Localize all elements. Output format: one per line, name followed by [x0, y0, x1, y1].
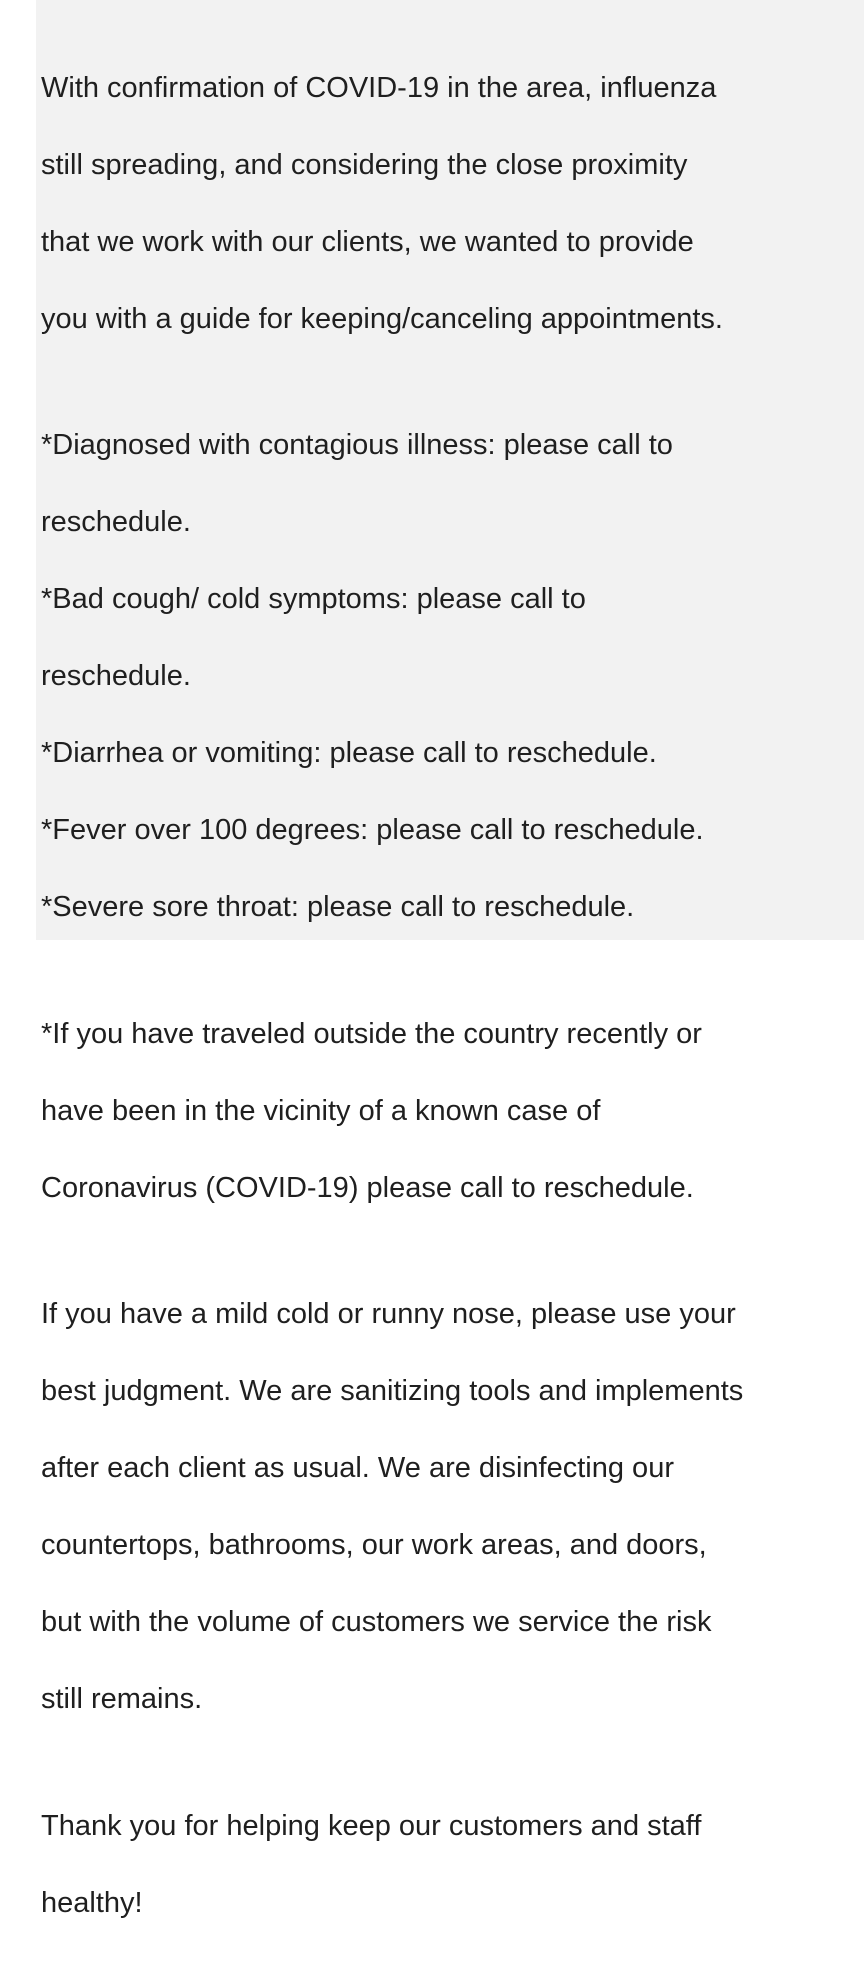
intro-line: you with a guide for keeping/canceling appointments. [41, 302, 723, 335]
closing-paragraph [41, 1768, 851, 1961]
symptom-line: *Fever over 100 degrees: please call to reschedule. [41, 814, 704, 846]
travel-line: have been in the vicinity of a known case of [41, 1094, 601, 1127]
closing-line: healthy! [41, 1886, 143, 1919]
symptoms-list [41, 388, 851, 966]
mild-line: best judgment. We are sanitizing tools and implements [41, 1375, 744, 1407]
intro-paragraph [41, 30, 851, 377]
mild-line: but with the volume of customers we service the risk [41, 1606, 712, 1638]
intro-line: still spreading, and considering the close proximity [41, 148, 688, 181]
intro-line: With confirmation of COVID-19 in the area, influenza [41, 71, 717, 104]
closing-line: Thank you for helping keep our customers and staff [41, 1809, 702, 1842]
symptom-line: *Diarrhea or vomiting: please call to reschedule. [41, 737, 657, 769]
symptom-line: reschedule. [41, 660, 191, 692]
mild-line: still remains. [41, 1683, 203, 1715]
intro-line: that we work with our clients, we wanted to provide [41, 225, 694, 258]
symptom-line: reschedule. [41, 506, 191, 538]
mild-line: after each client as usual. We are disinfecting our [41, 1452, 674, 1484]
travel-line: *If you have traveled outside the country recently or [41, 1017, 702, 1050]
notice-text [41, 30, 851, 1972]
travel-line: Coronavirus (COVID-19) please call to reschedule. [41, 1171, 694, 1204]
travel-paragraph [41, 976, 851, 1246]
symptom-line: *Severe sore throat: please call to reschedule. [41, 891, 635, 923]
mild-line: countertops, bathrooms, our work areas, and doors, [41, 1529, 707, 1561]
symptom-line: *Diagnosed with contagious illness: please call to [41, 429, 673, 461]
symptom-line: *Bad cough/ cold symptoms: please call to [41, 583, 586, 615]
mild-symptoms-paragraph [41, 1257, 851, 1758]
mild-line: If you have a mild cold or runny nose, please use your [41, 1298, 736, 1330]
